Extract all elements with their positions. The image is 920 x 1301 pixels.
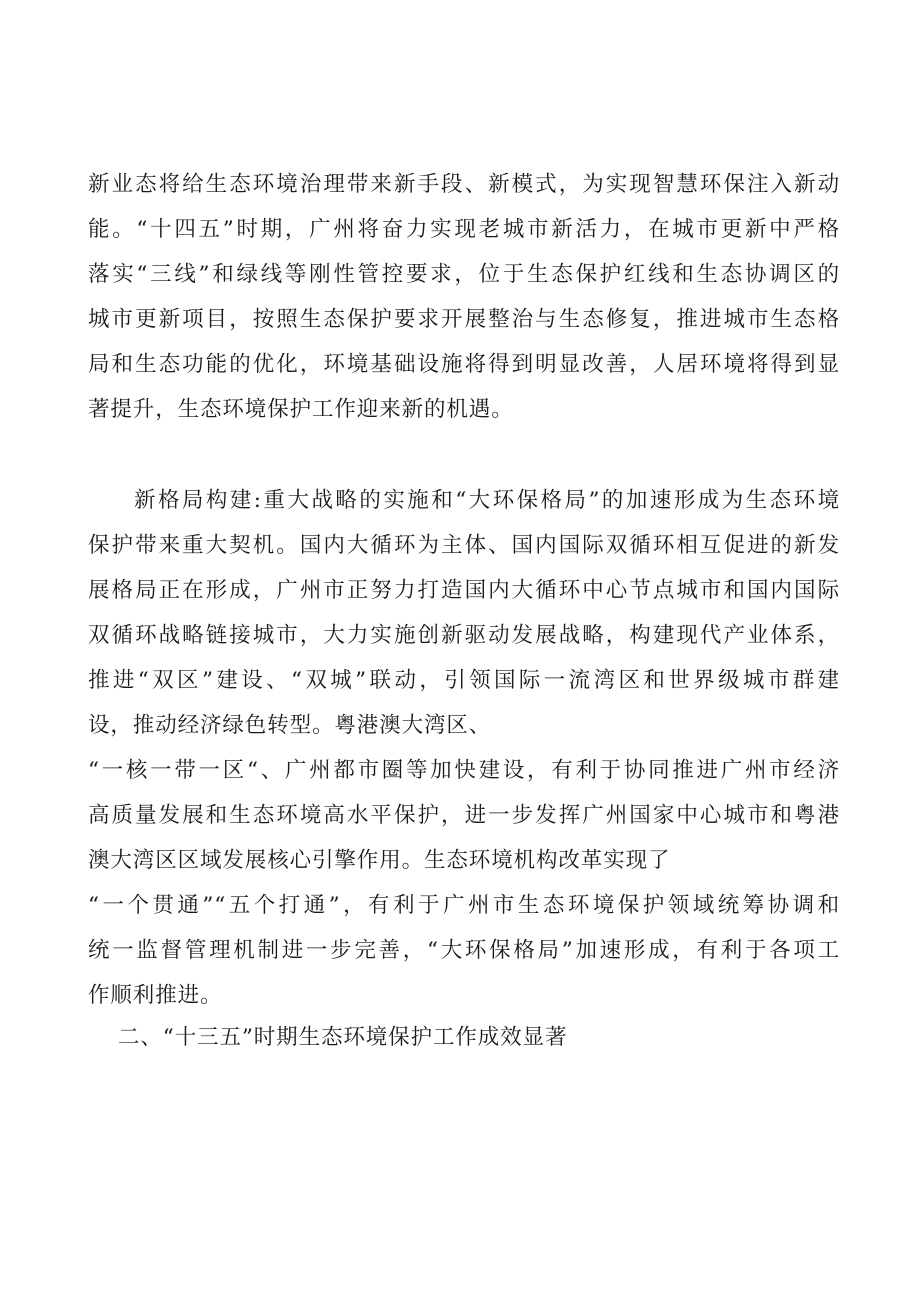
paragraph-1-line-6: 著提升，生态环境保护工作迎来新的机遇。 bbox=[88, 397, 514, 422]
paragraph-2-line-2: 保护带来重大契机。国内大循环为主体、国内国际双循环相互促进的新发 bbox=[88, 533, 840, 558]
paragraph-2-line-8: 高质量发展和生态环境高水平保护，进一步发挥广州国家中心城市和粤港 bbox=[88, 803, 840, 828]
paragraph-1-line-4: 城市更新项目，按照生态保护要求开展整治与生态修复，推进城市生态格 bbox=[88, 307, 840, 332]
paragraph-1-line-5: 局和生态功能的优化，环境基础设施将得到明显改善，人居环境将得到显 bbox=[88, 352, 840, 377]
paragraph-1-line-1: 新业态将给生态环境治理带来新手段、新模式，为实现智慧环保注入新动 bbox=[88, 172, 840, 197]
paragraph-2-line-3: 展格局正在形成，广州市正努力打造国内大循环中心节点城市和国内国际 bbox=[88, 578, 840, 603]
section-heading: 二、“十三五”时期生态环境保护工作成效显著 bbox=[118, 1025, 568, 1050]
paragraph-1-line-3: 落实“三线”和绿线等刚性管控要求，位于生态保护红线和生态协调区的 bbox=[88, 262, 840, 287]
paragraph-2-line-6: 设，推动经济绿色转型。粤港澳大湾区、 bbox=[88, 713, 492, 738]
paragraph-2-line-12: 作顺利推进。 bbox=[88, 983, 223, 1008]
paragraph-2-line-7: “一核一带一区“、广州都市圈等加快建设，有利于协同推进广州市经济 bbox=[88, 758, 840, 783]
paragraph-1-line-2: 能。“十四五”时期，广州将奋力实现老城市新活力，在城市更新中严格 bbox=[88, 217, 840, 242]
paragraph-2-line-9: 澳大湾区区域发展核心引擎作用。生态环境机构改革实现了 bbox=[88, 848, 671, 873]
paragraph-2-line-1: 新格局构建:重大战略的实施和“大环保格局”的加速形成为生态环境 bbox=[134, 488, 840, 513]
paragraph-2-line-10: “一个贯通”“五个打通”，有利于广州市生态环境保护领域统筹协调和 bbox=[88, 893, 840, 918]
paragraph-2-line-5: 推进“双区”建设、“双城”联动，引领国际一流湾区和世界级城市群建 bbox=[88, 668, 840, 693]
paragraph-2-line-11: 统一监督管理机制进一步完善，“大环保格局”加速形成，有利于各项工 bbox=[88, 938, 840, 963]
paragraph-2-line-4: 双循环战略链接城市，大力实施创新驱动发展战略，构建现代产业体系， bbox=[88, 623, 840, 648]
